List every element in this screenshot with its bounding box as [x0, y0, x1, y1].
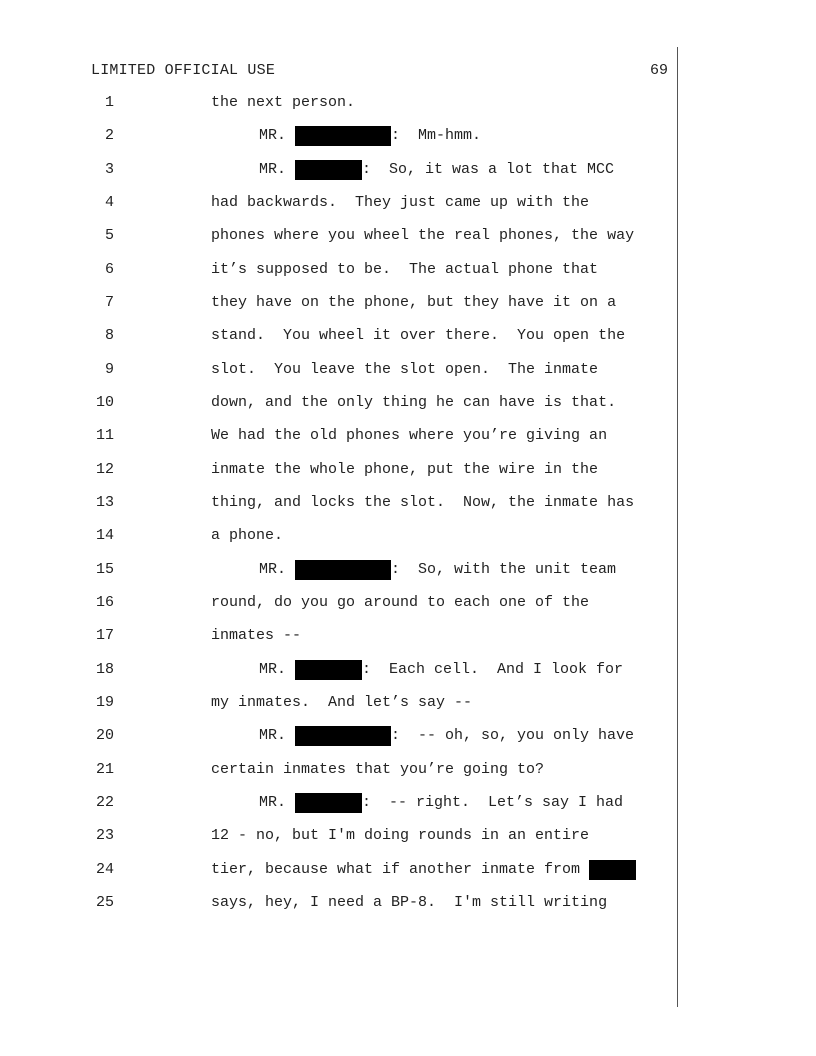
redaction-box: [295, 126, 391, 146]
line-number: 18: [95, 661, 114, 678]
line-number: 20: [95, 727, 114, 744]
line-number: 17: [95, 627, 114, 644]
line-number: 15: [95, 561, 114, 578]
line-text: phones where you wheel the real phones, the way: [211, 227, 635, 244]
redaction-box: [589, 860, 636, 880]
line-number: 12: [95, 461, 114, 478]
line-number: 2: [104, 127, 114, 144]
line-number: 22: [95, 794, 114, 811]
line-number: 11: [95, 427, 114, 444]
line-text: MR. : Each cell. And I look for: [259, 661, 624, 678]
redaction-box: [295, 160, 362, 180]
line-number: 14: [95, 527, 114, 544]
line-number: 24: [95, 861, 114, 878]
line-text: the next person.: [211, 94, 356, 111]
redaction-box: [295, 726, 391, 746]
line-text: thing, and locks the slot. Now, the inmate has: [211, 494, 635, 511]
line-number: 23: [95, 827, 114, 844]
margin-rule: [677, 47, 678, 1007]
line-text: MR. : So, with the unit team: [259, 561, 617, 578]
line-text: inmates --: [211, 627, 302, 644]
line-number: 1: [104, 94, 114, 111]
page-number: 69: [649, 62, 668, 79]
classification-header: LIMITED OFFICIAL USE: [91, 62, 276, 79]
line-number: 7: [104, 294, 114, 311]
line-text: tier, because what if another inmate from: [211, 860, 636, 880]
line-number: 21: [95, 761, 114, 778]
line-text: they have on the phone, but they have it on a: [211, 294, 617, 311]
line-number: 3: [104, 161, 114, 178]
redaction-box: [295, 660, 362, 680]
line-text: MR. : So, it was a lot that MCC: [259, 161, 615, 178]
line-number: 13: [95, 494, 114, 511]
line-text: certain inmates that you’re going to?: [211, 761, 545, 778]
line-text: says, hey, I need a BP-8. I'm still writing: [211, 894, 608, 911]
line-number: 10: [95, 394, 114, 411]
line-text: my inmates. And let’s say --: [211, 694, 473, 711]
line-text: stand. You wheel it over there. You open the: [211, 327, 626, 344]
line-number: 16: [95, 594, 114, 611]
line-text: MR. : -- oh, so, you only have: [259, 727, 635, 744]
line-text: it’s supposed to be. The actual phone that: [211, 261, 599, 278]
line-text: MR. : -- right. Let’s say I had: [259, 794, 624, 811]
redaction-box: [295, 793, 362, 813]
line-text: slot. You leave the slot open. The inmate: [211, 361, 599, 378]
line-number: 8: [104, 327, 114, 344]
line-number: 9: [104, 361, 114, 378]
line-text: round, do you go around to each one of the: [211, 594, 590, 611]
line-number: 25: [95, 894, 114, 911]
line-text: 12 - no, but I'm doing rounds in an entire: [211, 827, 590, 844]
line-number: 6: [104, 261, 114, 278]
line-text: inmate the whole phone, put the wire in the: [211, 461, 599, 478]
line-text: a phone.: [211, 527, 284, 544]
line-text: We had the old phones where you’re giving an: [211, 427, 608, 444]
line-number: 4: [104, 194, 114, 211]
line-text: had backwards. They just came up with the: [211, 194, 590, 211]
redaction-box: [295, 560, 391, 580]
line-number: 5: [104, 227, 114, 244]
line-number: 19: [95, 694, 114, 711]
line-text: MR. : Mm-hmm.: [259, 127, 482, 144]
line-text: down, and the only thing he can have is that.: [211, 394, 617, 411]
